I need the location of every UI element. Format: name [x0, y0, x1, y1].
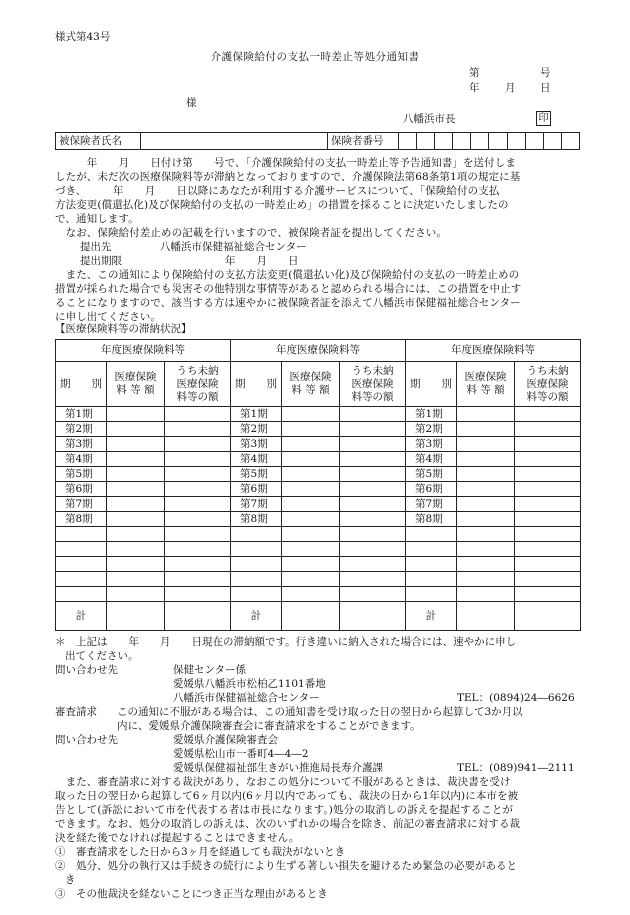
unpaid-amount-cell[interactable] [515, 527, 581, 542]
exception-item-1: ① 審査請求をした日から3ヶ月を経過しても裁決がないとき [55, 846, 346, 858]
premium-amount-cell[interactable] [107, 422, 165, 437]
insurer-digit[interactable] [471, 133, 489, 150]
unpaid-amount-cell[interactable] [340, 512, 406, 527]
unpaid-amount-cell[interactable] [165, 452, 231, 467]
period-cell: 第3期 [406, 437, 457, 452]
premium-amount-cell[interactable] [282, 452, 340, 467]
unpaid-amount-cell[interactable] [515, 557, 581, 572]
period-cell [406, 542, 457, 557]
premium-amount-cell[interactable] [457, 437, 515, 452]
premium-amount-cell[interactable] [107, 497, 165, 512]
insurer-digit[interactable] [417, 133, 435, 150]
total-label: 計 [231, 602, 282, 631]
unpaid-amount-cell[interactable] [165, 467, 231, 482]
inquiry2-org: 愛媛県介護保険審査会 [173, 734, 278, 746]
premium-amount-cell[interactable] [457, 467, 515, 482]
unpaid-amount-cell[interactable] [515, 572, 581, 587]
unpaid-amount-cell[interactable] [165, 572, 231, 587]
table-row [56, 512, 581, 527]
unpaid-amount-cell[interactable] [165, 437, 231, 452]
total-unpaid-cell[interactable] [165, 602, 231, 631]
exception-item-2: ② 処分、処分の執行又は手続きの続行により生ずる著しい損失を避けるため緊急の必要があると [55, 860, 517, 872]
premium-amount-cell[interactable] [457, 512, 515, 527]
unpaid-amount-cell[interactable] [515, 467, 581, 482]
document-title: 介護保険給付の支払一時差止等処分通知書 [210, 51, 420, 63]
total-label: 計 [56, 602, 107, 631]
period-column-header: 期 別 [406, 362, 457, 407]
period-cell [56, 572, 107, 587]
unpaid-amount-cell[interactable] [515, 512, 581, 527]
period-cell [56, 527, 107, 542]
inquiry1-tel: TEL：(0894)24―6626 [457, 692, 575, 704]
period-cell: 第4期 [231, 452, 282, 467]
insured-name-label: 被保険者氏名 [56, 133, 141, 150]
table-row [56, 452, 581, 467]
inquiry2-address: 愛媛県松山市一番町4―4―2 [173, 748, 309, 760]
inquiry1-office: 八幡浜市保健福祉総合センター [173, 692, 320, 704]
date-day: 日 [540, 82, 551, 94]
period-cell [231, 557, 282, 572]
exception-item-3: ③ その他裁決を経ないことにつき正当な理由があるとき [55, 888, 328, 900]
table-row [56, 467, 581, 482]
insured-info-table [55, 132, 580, 150]
period-cell: 第4期 [406, 452, 457, 467]
unpaid-amount-cell[interactable] [340, 422, 406, 437]
table-row [56, 422, 581, 437]
fiscal-year-header: 年度医療保険料等 [56, 340, 231, 362]
period-cell: 第2期 [56, 422, 107, 437]
table-row [56, 527, 581, 542]
unpaid-amount-cell[interactable] [165, 407, 231, 422]
body-paragraph-2: なお、保険給付差止めの記載を行いますので、被保険者証を提出してください。 [55, 227, 447, 239]
seal-stamp: 印 [536, 111, 551, 126]
period-cell: 第2期 [406, 422, 457, 437]
period-cell [406, 527, 457, 542]
premium-amount-cell[interactable] [457, 527, 515, 542]
insurer-digit[interactable] [435, 133, 453, 150]
period-cell [56, 587, 107, 602]
period-cell [231, 572, 282, 587]
period-cell: 第8期 [231, 512, 282, 527]
premium-amount-cell[interactable] [282, 467, 340, 482]
issue-number-dai: 第 [469, 67, 480, 79]
unpaid-amount-cell[interactable] [165, 422, 231, 437]
premium-amount-cell[interactable] [107, 527, 165, 542]
exception-item-2-cont: き [65, 874, 76, 886]
premium-amount-cell[interactable] [107, 467, 165, 482]
period-cell: 第7期 [56, 497, 107, 512]
premium-amount-cell[interactable] [282, 497, 340, 512]
note-line-1: ＊ 上記は 年 月 日現在の滞納額です。行き違いに納入された場合には、速やかに申し [55, 636, 517, 648]
period-cell [406, 557, 457, 572]
period-cell [406, 572, 457, 587]
table-row [56, 437, 581, 452]
period-cell: 第5期 [406, 467, 457, 482]
premium-amount-cell[interactable] [107, 512, 165, 527]
period-cell: 第4期 [56, 452, 107, 467]
total-premium-cell[interactable] [282, 602, 340, 631]
unpaid-amount-cell[interactable] [165, 512, 231, 527]
premium-amount-cell[interactable] [107, 572, 165, 587]
premium-amount-cell[interactable] [107, 407, 165, 422]
premium-amount-cell[interactable] [282, 512, 340, 527]
body-paragraph-1: 年 月 日付け第 号で、「介護保険給付の支払一時差止等予告通知書」を送付しま したが、未だ次の医療保険料等が滞納となっておりますので、介護保険法第68条第1項の規定に基 づき、 年 月 日以降にあなたが利用する介護サービスについて、「保険給付の支払 方法変更(償還払化)及び保険給付の支払の一時差止め」の措置を採ることに決定いたしましたの で、通知します。 なお、保険給付差止めの記載を行いますので、被保険者証を提出してください。 [55, 156, 580, 240]
unpaid-amount-cell[interactable] [515, 542, 581, 557]
total-premium-cell[interactable] [457, 602, 515, 631]
premium-amount-cell[interactable] [282, 587, 340, 602]
total-unpaid-cell[interactable] [340, 602, 406, 631]
inquiry1-section: 保健センター係 [173, 664, 247, 676]
insurer-digit[interactable] [507, 133, 525, 150]
period-cell: 第1期 [231, 407, 282, 422]
period-cell [231, 542, 282, 557]
unpaid-amount-cell[interactable] [340, 587, 406, 602]
period-cell: 第8期 [406, 512, 457, 527]
unpaid-amount-cell[interactable] [515, 452, 581, 467]
deadline-label: 提出期限 [80, 255, 122, 267]
submit-to: 八幡浜市保健福祉総合センター [160, 241, 307, 253]
premium-amount-cell[interactable] [282, 422, 340, 437]
period-cell: 第6期 [406, 482, 457, 497]
period-cell: 第6期 [56, 482, 107, 497]
unpaid-amount-cell[interactable] [340, 572, 406, 587]
period-cell: 第1期 [406, 407, 457, 422]
premium-amount-cell[interactable] [457, 482, 515, 497]
period-cell [406, 587, 457, 602]
period-cell: 第8期 [56, 512, 107, 527]
period-column-header: 期 別 [231, 362, 282, 407]
premium-amount-cell[interactable] [457, 557, 515, 572]
unpaid-amount-cell[interactable] [340, 527, 406, 542]
unpaid-amount-cell[interactable] [340, 452, 406, 467]
table-row [56, 497, 581, 512]
insured-name-field[interactable] [141, 133, 328, 150]
period-cell [56, 542, 107, 557]
unpaid-amount-cell[interactable] [515, 587, 581, 602]
date-month: 月 [505, 82, 516, 94]
premium-amount-column-header: 医療保険 料 等 額 [282, 362, 340, 407]
unpaid-amount-column-header: うち未納 医療保険 料等の額 [340, 362, 406, 407]
period-cell [56, 557, 107, 572]
insurer-digit[interactable] [543, 133, 561, 150]
premium-amount-cell[interactable] [107, 482, 165, 497]
table-row [56, 587, 581, 602]
premium-amount-cell[interactable] [107, 587, 165, 602]
unpaid-amount-cell[interactable] [165, 557, 231, 572]
period-cell: 第1期 [56, 407, 107, 422]
unpaid-amount-cell[interactable] [165, 527, 231, 542]
fiscal-year-header: 年度医療保険料等 [406, 340, 581, 362]
insurer-digit[interactable] [561, 133, 579, 150]
inquiry2-dept: 愛媛県保健福祉部生きがい推進局長寿介護課 [173, 762, 383, 774]
premium-amount-cell[interactable] [282, 437, 340, 452]
premium-amount-cell[interactable] [107, 557, 165, 572]
premium-amount-cell[interactable] [282, 557, 340, 572]
deadline-date: 年 月 日 [225, 255, 299, 267]
unpaid-amount-cell[interactable] [165, 482, 231, 497]
period-cell: 第7期 [231, 497, 282, 512]
addressee-sama: 様 [186, 97, 197, 109]
inquiry2-tel: TEL：(089)941―2111 [457, 762, 575, 774]
premium-amount-column-header: 医療保険 料 等 額 [107, 362, 165, 407]
premium-amount-cell[interactable] [282, 407, 340, 422]
premium-amount-cell[interactable] [107, 437, 165, 452]
insurer-digit[interactable] [399, 133, 417, 150]
period-cell [231, 587, 282, 602]
table-row [56, 542, 581, 557]
premium-amount-cell[interactable] [282, 572, 340, 587]
period-cell [231, 527, 282, 542]
body-paragraph-3: また、この通知により保険給付の支払方法変更(償還払い化)及び保険給付の支払の一時差止めの 措置が採られた場合でも災害その他特別な事情等があると認められる場合には、この措置を中止す ることになりますので、該当する方は速やかに被保険者証を添えて八幡浜市保健福祉総合センター に申し出てください。 [55, 269, 522, 323]
premium-amount-cell[interactable] [457, 542, 515, 557]
period-cell: 第6期 [231, 482, 282, 497]
unpaid-amount-cell[interactable] [515, 482, 581, 497]
period-cell: 第7期 [406, 497, 457, 512]
insurer-digit[interactable] [453, 133, 471, 150]
period-cell: 第2期 [231, 422, 282, 437]
unpaid-amount-cell[interactable] [340, 497, 406, 512]
premium-amount-column-header: 医療保険 料 等 額 [457, 362, 515, 407]
inquiry-label: 問い合わせ先 [55, 664, 118, 676]
premium-amount-cell[interactable] [457, 497, 515, 512]
insurer-digit[interactable] [489, 133, 507, 150]
period-cell: 第5期 [231, 467, 282, 482]
section-heading: 【医療保険料等の滞納状況】 [55, 323, 192, 335]
unpaid-amount-cell[interactable] [515, 497, 581, 512]
insurer-number-label: 保険者番号 [328, 133, 399, 150]
unpaid-amount-cell[interactable] [515, 437, 581, 452]
premium-amount-cell[interactable] [457, 422, 515, 437]
unpaid-amount-cell[interactable] [340, 437, 406, 452]
unpaid-amount-cell[interactable] [165, 587, 231, 602]
unpaid-amount-cell[interactable] [340, 407, 406, 422]
mayor-name: 八幡浜市長 [403, 113, 456, 125]
insurer-digit[interactable] [525, 133, 543, 150]
premium-amount-cell[interactable] [457, 452, 515, 467]
period-column-header: 期 別 [56, 362, 107, 407]
issue-number-go: 号 [540, 67, 551, 79]
review-line-1: この通知に不服がある場合は、この通知書を受け取った日の翌日から起算して3か月以 [117, 706, 523, 718]
premium-amount-cell[interactable] [457, 587, 515, 602]
inquiry2-label: 問い合わせ先 [55, 734, 118, 746]
table-row [56, 557, 581, 572]
unpaid-amount-column-header: うち未納 医療保険 料等の額 [515, 362, 581, 407]
total-unpaid-cell[interactable] [515, 602, 581, 631]
unpaid-amount-cell[interactable] [340, 467, 406, 482]
total-premium-cell[interactable] [107, 602, 165, 631]
review-label: 審査請求 [55, 706, 97, 718]
lawsuit-paragraph: また、審査請求に対する裁決があり、なおこの処分について不服があるときは、裁決書を受け 取った日の翌日から起算して6ヶ月以内(6ヶ月以内であっても、裁決の日から1年以内)に本市を被 告として(訴訟において市を代表する者は市長になります。)処分の取消しの訴えを提起することが できます。なお、処分の取消しの訴えは、次のいずれかの場合を除き、前記の審査請求に対する裁 決を経た後でなければ提起することはできません。 [55, 776, 521, 844]
premium-amount-cell[interactable] [282, 542, 340, 557]
premium-amount-cell[interactable] [282, 527, 340, 542]
form-number: 様式第43号 [55, 31, 111, 43]
premium-amount-cell[interactable] [107, 452, 165, 467]
arrears-table [55, 339, 581, 631]
review-line-2: 内に、愛媛県介護保険審査会に審査請求をすることができます。 [117, 720, 421, 732]
table-row [56, 407, 581, 422]
premium-amount-cell[interactable] [457, 407, 515, 422]
fiscal-year-header: 年度医療保険料等 [231, 340, 406, 362]
unpaid-amount-cell[interactable] [340, 557, 406, 572]
table-row [56, 572, 581, 587]
unpaid-amount-cell[interactable] [165, 542, 231, 557]
unpaid-amount-cell[interactable] [515, 422, 581, 437]
submit-to-label: 提出先 [80, 241, 112, 253]
table-row [56, 482, 581, 497]
premium-amount-cell[interactable] [457, 572, 515, 587]
unpaid-amount-cell[interactable] [165, 497, 231, 512]
note-line-2: 出てください。 [65, 650, 139, 662]
premium-amount-cell[interactable] [107, 542, 165, 557]
total-label: 計 [406, 602, 457, 631]
unpaid-amount-cell[interactable] [340, 482, 406, 497]
unpaid-amount-column-header: うち未納 医療保険 料等の額 [165, 362, 231, 407]
period-cell: 第5期 [56, 467, 107, 482]
inquiry1-address: 愛媛県八幡浜市松柏乙1101番地 [173, 678, 326, 690]
period-cell: 第3期 [56, 437, 107, 452]
unpaid-amount-cell[interactable] [340, 542, 406, 557]
premium-amount-cell[interactable] [282, 482, 340, 497]
unpaid-amount-cell[interactable] [515, 407, 581, 422]
date-year: 年 [469, 82, 480, 94]
period-cell: 第3期 [231, 437, 282, 452]
